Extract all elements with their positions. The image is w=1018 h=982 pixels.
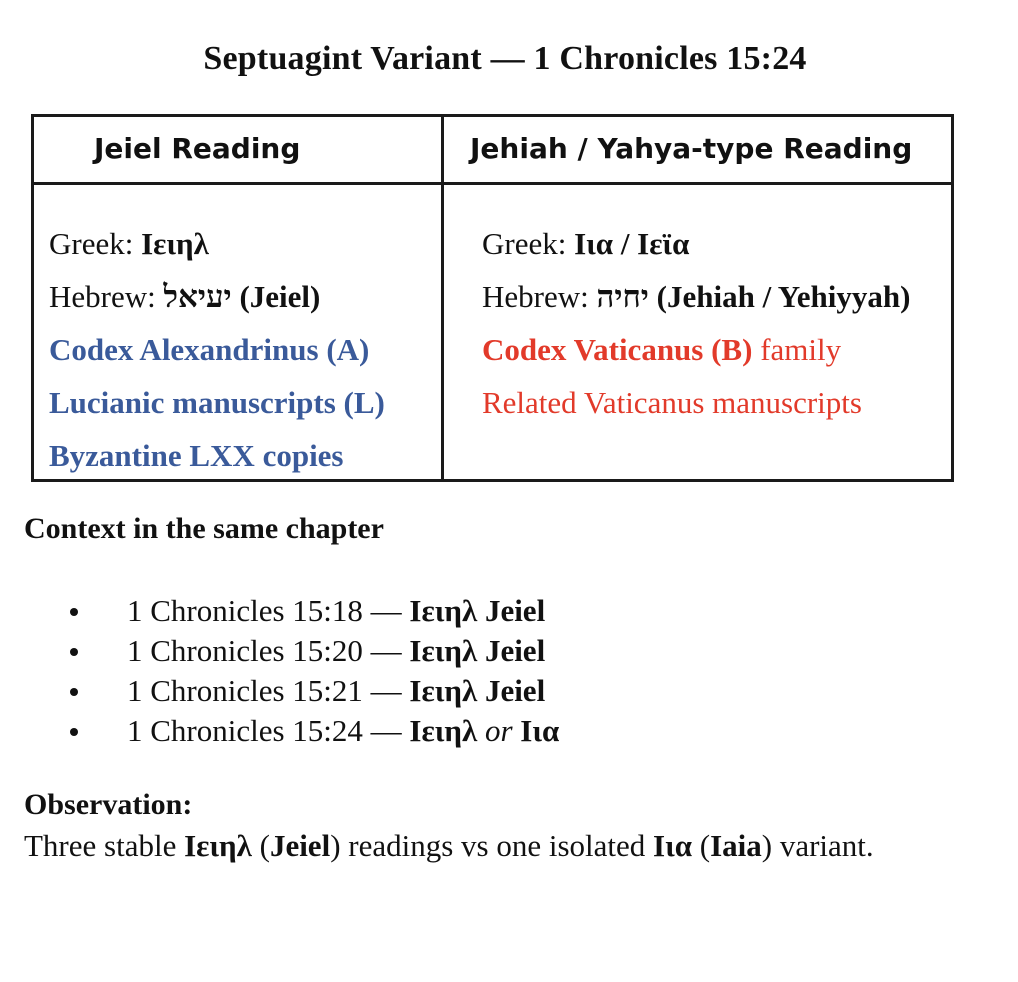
witness-byzantine: Byzantine LXX copies [49, 438, 344, 473]
page-title: Septuagint Variant — 1 Chronicles 15:24 [203, 40, 807, 77]
vaticanus-family: family [752, 332, 842, 367]
bullet-icon [70, 648, 78, 656]
column-divider [441, 117, 444, 479]
hebrew-value: יעיאל [163, 279, 232, 314]
comparison-table [31, 114, 954, 482]
bullet-icon [70, 688, 78, 696]
jehiah-column [482, 217, 910, 429]
hebrew-label: Hebrew: [49, 279, 164, 314]
hebrew-gloss: (Jeiel) [231, 279, 321, 314]
hebrew-value: יחיה [596, 279, 649, 314]
observation-heading: Observation: [24, 788, 193, 821]
hebrew-row [49, 270, 385, 323]
hebrew-label: Hebrew: [482, 279, 597, 314]
witness-related-vaticanus: Related Vaticanus manuscripts [482, 385, 862, 420]
bullet-icon [70, 608, 78, 616]
list-item: 1 Chronicles 15:24 — Ιειηλ or Ιια [70, 711, 559, 751]
greek-label: Greek: [482, 226, 575, 261]
list-item: 1 Chronicles 15:21 — Ιειηλ Jeiel [70, 671, 559, 711]
hebrew-gloss: (Jehiah / Yehiyyah) [648, 279, 911, 314]
witness-alexandrinus: Codex Alexandrinus (A) [49, 332, 370, 367]
greek-value: Ιια / Ιεϊα [574, 226, 690, 261]
header-divider [34, 182, 951, 185]
context-heading: Context in the same chapter [24, 512, 384, 545]
observation-text: Three stable Ιειηλ (Jeiel) readings vs one isolated Ιια (Iaia) variant. [24, 828, 874, 863]
header-jehiah-reading: Jehiah / Yahya-type Reading [470, 132, 913, 165]
witness-vaticanus [482, 323, 910, 376]
list-item: 1 Chronicles 15:18 — Ιειηλ Jeiel [70, 591, 559, 631]
hebrew-row [482, 270, 910, 323]
jeiel-column [49, 217, 385, 482]
vaticanus-name: Codex Vaticanus (B) [482, 332, 753, 367]
greek-row [49, 217, 385, 270]
greek-row [482, 217, 910, 270]
greek-value: Ιειηλ [141, 226, 209, 261]
list-item: 1 Chronicles 15:20 — Ιειηλ Jeiel [70, 631, 559, 671]
bullet-icon [70, 728, 78, 736]
witness-lucianic: Lucianic manuscripts (L) [49, 385, 385, 420]
greek-label: Greek: [49, 226, 142, 261]
header-jeiel-reading: Jeiel Reading [94, 132, 301, 165]
context-list [70, 591, 559, 751]
